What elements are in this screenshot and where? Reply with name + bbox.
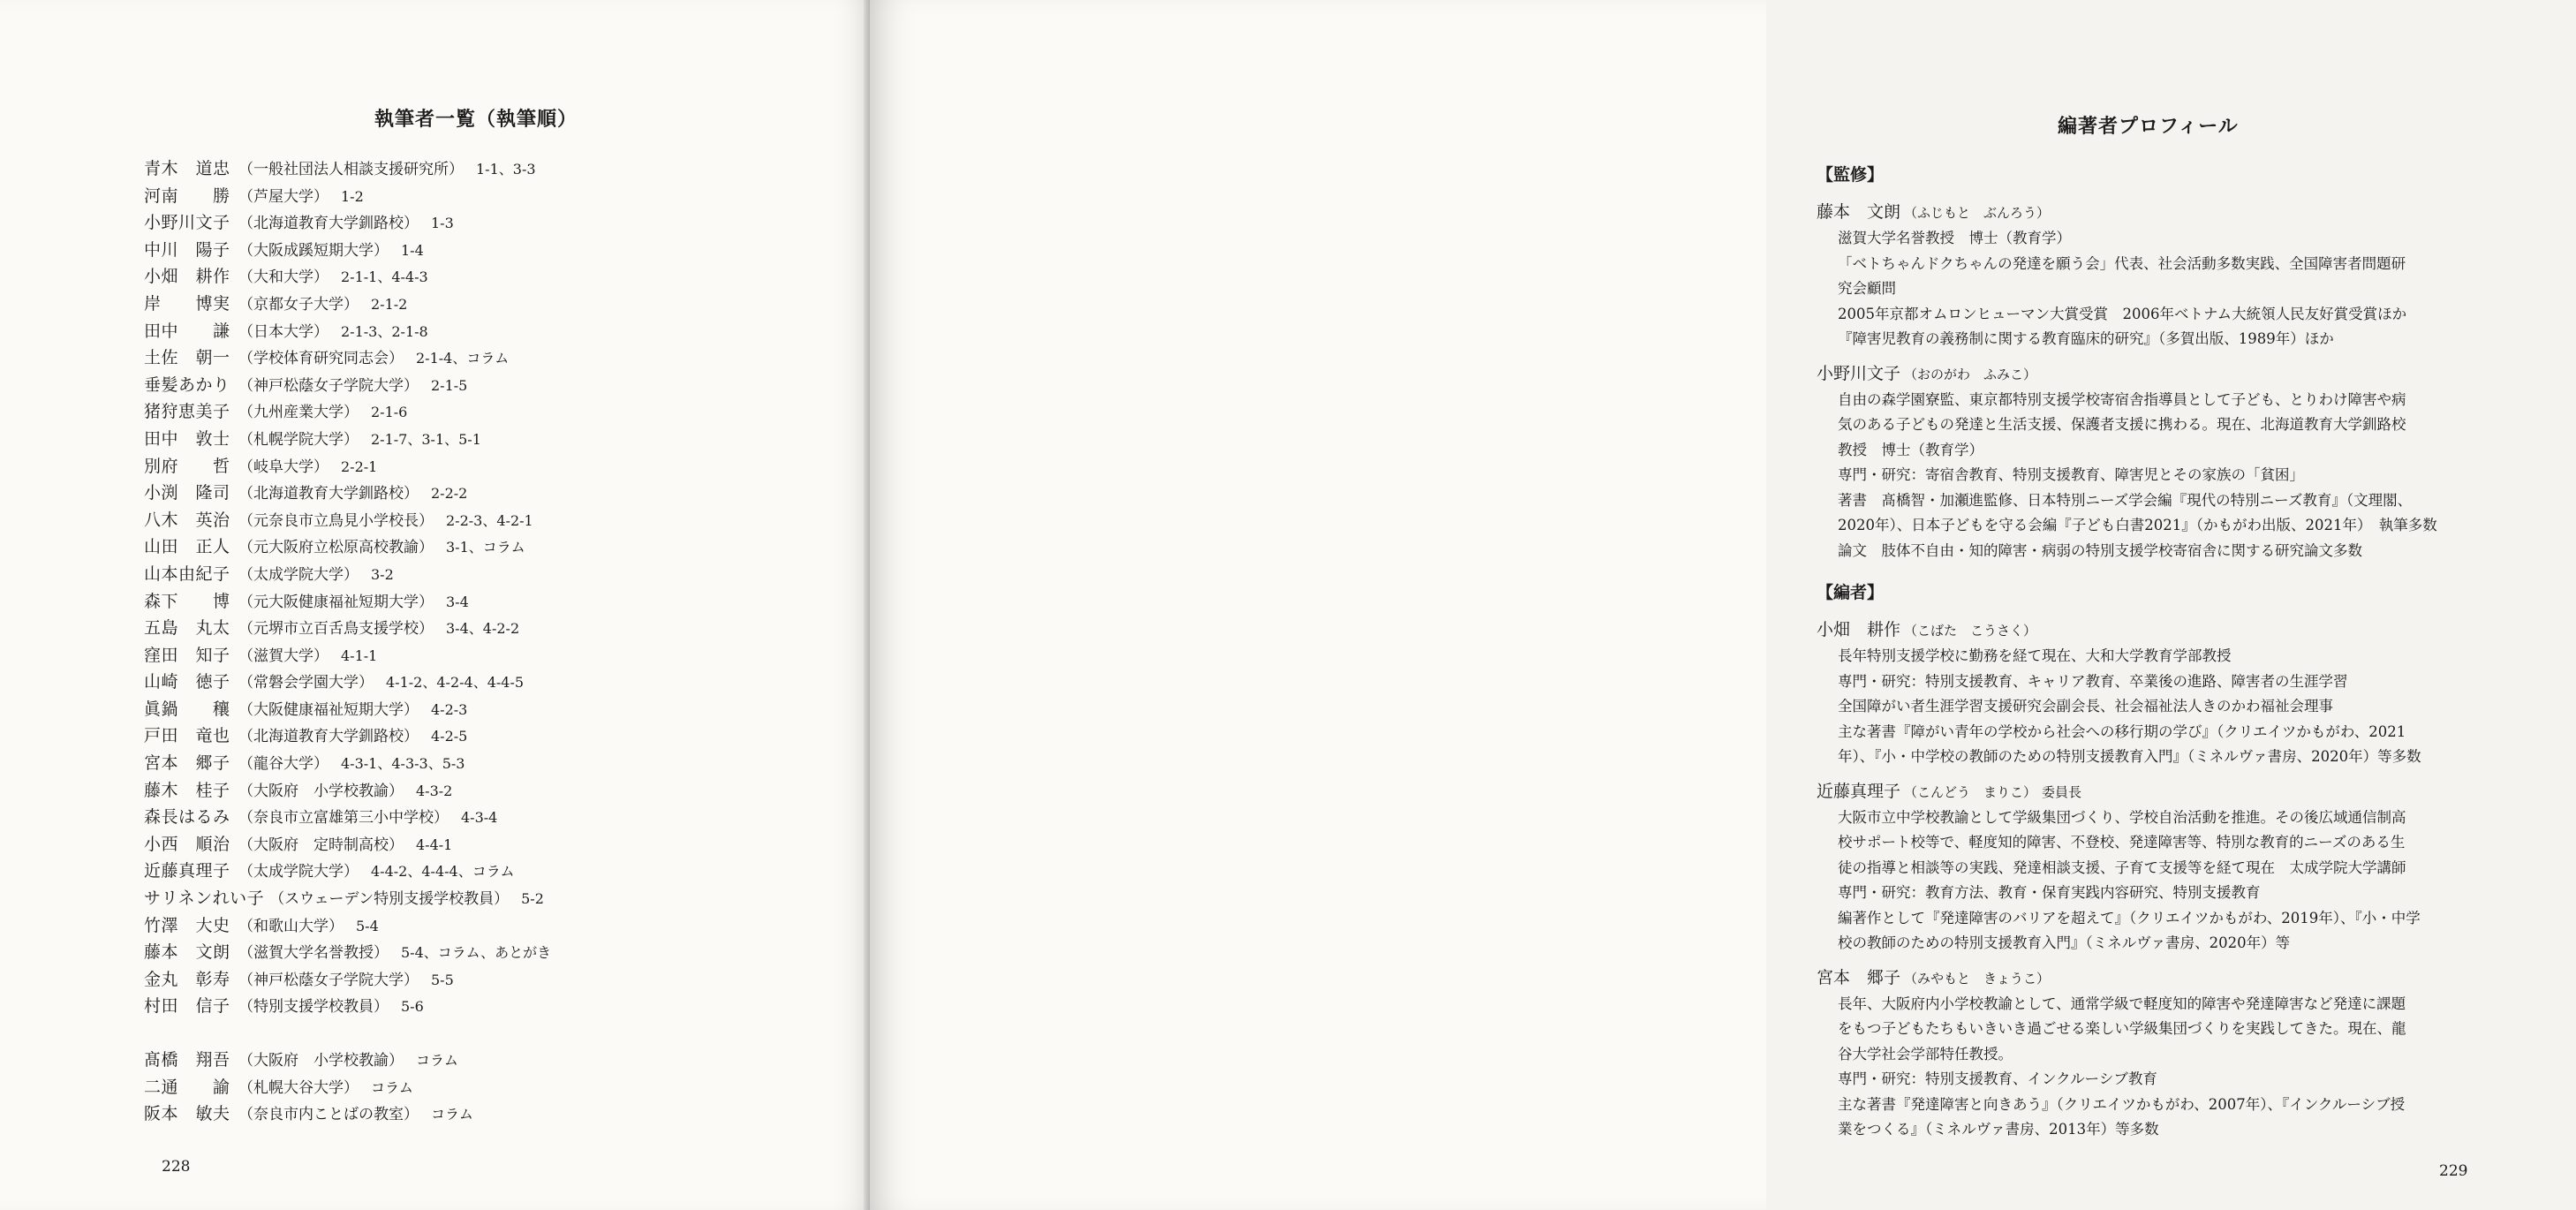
author-row xyxy=(144,183,815,210)
author-affiliation: （北海道教育大学釧路校） xyxy=(238,728,419,746)
author-affiliation: （芦屋大学） xyxy=(238,187,329,206)
author-row xyxy=(144,615,815,642)
profile-line: をもつ子どもたちもいきいき過ごせる楽しい学級集団づくりを実践してきた。現在、龍 xyxy=(1838,1020,2406,1037)
author-row xyxy=(144,561,815,588)
author-name: 藤木 桂子 xyxy=(144,780,230,800)
author-sections: 5-4、コラム、あとがき xyxy=(401,944,552,962)
profile-line: 「ベトちゃんドクちゃんの発達を願う会」代表、社会活動多数実践、全国障害者問題研 xyxy=(1838,254,2406,272)
profile-line: 校サポート校等で、軽度知的障害、不登校、発達障害等、特別な教育的ニーズのある生 xyxy=(1838,834,2406,851)
author-name: サリネンれい子 xyxy=(144,889,265,909)
author-name: 田中 謙 xyxy=(144,321,230,341)
author-affiliation: （奈良市立富雄第三小中学校） xyxy=(238,809,449,828)
author-name: 猪狩恵美子 xyxy=(144,402,230,422)
profile-line: 長年特別支援学校に勤務を経て現在、大和大学教育学部教授 xyxy=(1838,647,2232,664)
author-sections: 4-4-2、4-4-4、コラム xyxy=(371,863,515,881)
author-row xyxy=(144,750,815,777)
profile-line: 長年、大阪府内小学校教諭として、通常学級で軽度知的障害や発達障害など発達に課題 xyxy=(1838,994,2406,1012)
author-name: 八木 英治 xyxy=(144,510,230,530)
profile-line: 教授 博士（教育学） xyxy=(1838,441,1983,458)
editors-section xyxy=(1817,577,2576,1143)
author-name: 小野川文子 xyxy=(144,213,230,233)
author-row xyxy=(144,291,815,318)
author-affiliation: （奈良市内ことばの教室） xyxy=(238,1106,419,1124)
author-sections: 3-1、コラム xyxy=(446,539,525,556)
author-sections: 2-2-1 xyxy=(341,458,378,475)
author-row xyxy=(144,426,815,453)
author-row xyxy=(144,237,815,264)
profile-line: 究会顧問 xyxy=(1838,280,1896,297)
profile-line: 専門・研究：寄宿舎教育、特別支援教育、障害児とその家族の「貧困」 xyxy=(1838,466,2304,483)
author-row xyxy=(144,588,815,616)
author-sections: コラム xyxy=(416,1052,458,1069)
profile-header xyxy=(1817,359,2576,388)
author-list xyxy=(144,155,815,1128)
author-name: 山本由紀子 xyxy=(144,563,230,584)
author-name: 眞鍋 穰 xyxy=(144,699,230,719)
author-sections: 4-2-5 xyxy=(431,728,468,745)
author-name: 岸 博実 xyxy=(144,293,230,314)
profile-line: 全国障がい者生涯学習支援研究会副会長、社会福祉法人きのかわ福祉会理事 xyxy=(1838,698,2333,715)
profile-role: 委員長 xyxy=(2042,783,2082,800)
profile-line: 『障害児教育の義務制に関する教育臨床的研究』（多賀出版、1989年）ほか xyxy=(1838,330,2334,347)
author-sections: 4-3-2 xyxy=(416,782,453,799)
author-affiliation: （北海道教育大学釧路校） xyxy=(238,215,419,233)
author-row xyxy=(144,318,815,345)
author-affiliation: （大阪府 小学校教諭） xyxy=(238,1052,404,1070)
page-number-left: 228 xyxy=(162,1158,191,1176)
author-name: 金丸 彰寿 xyxy=(144,969,230,989)
author-name: 髙橋 翔吾 xyxy=(144,1050,230,1070)
author-sections: 4-3-4 xyxy=(461,809,498,827)
author-name: 窪田 知子 xyxy=(144,645,230,665)
profile-line: 主な著書『発達障害と向きあう』（クリエイツかもがわ、2007年）、『インクルーシブ授 xyxy=(1838,1095,2406,1113)
profile-entry xyxy=(1817,616,2576,770)
author-name: 阪本 敏夫 xyxy=(144,1104,230,1124)
profile-header xyxy=(1817,198,2576,226)
author-name: 中川 陽子 xyxy=(144,239,230,260)
author-affiliation: （札幌大谷大学） xyxy=(238,1078,359,1097)
author-affiliation: （太成学院大学） xyxy=(238,565,359,584)
author-sections: 2-1-4、コラム xyxy=(416,350,510,367)
author-affiliation: （元堺市立百舌鳥支援学校） xyxy=(238,620,434,639)
profile-reading: （こばた こうさく） xyxy=(1904,623,2037,639)
profile-reading: （ふじもと ぶんろう） xyxy=(1904,205,2051,221)
profile-name: 藤本 文朗 xyxy=(1817,202,1901,222)
author-row xyxy=(144,831,815,858)
profile-reading: （こんどう まりこ） xyxy=(1904,783,2037,800)
author-affiliation: （大阪健康福祉短期大学） xyxy=(238,700,419,719)
right-page xyxy=(870,0,2468,1210)
author-sections: 1-2 xyxy=(341,187,364,205)
author-affiliation: （特別支援学校教員） xyxy=(238,998,389,1017)
profile-header xyxy=(1817,777,2576,805)
profile-name: 宮本 郷子 xyxy=(1817,967,1901,987)
author-name: 別府 哲 xyxy=(144,456,230,476)
profile-line: 編著作として『発達障害のバリアを超えて』（クリエイツかもがわ、2019年）、『小・中学 xyxy=(1838,909,2421,926)
author-row xyxy=(144,372,815,399)
column-author-row xyxy=(144,1074,815,1101)
author-affiliation: （大阪府 小学校教諭） xyxy=(238,782,404,800)
author-sections: 5-2 xyxy=(521,890,544,908)
author-affiliation: （大和大学） xyxy=(238,268,329,287)
author-row xyxy=(144,263,815,291)
author-row xyxy=(144,722,815,750)
profile-entry xyxy=(1817,964,2576,1143)
profile-line: 自由の森学園寮監、東京都特別支援学校寄宿舎指導員として子ども、とりわけ障害や病 xyxy=(1838,390,2406,408)
profile-line: 専門・研究：特別支援教育、キャリア教育、卒業後の進路、障害者の生涯学習 xyxy=(1838,672,2348,690)
author-row xyxy=(144,777,815,805)
author-name: 戸田 竜也 xyxy=(144,726,230,746)
author-sections: 4-1-1 xyxy=(341,647,378,664)
author-affiliation: （大阪成蹊短期大学） xyxy=(238,241,389,260)
profile-line: 2005年京都オムロンヒューマン大賞受賞 2006年ベトナム大統領人民友好賞受賞ほか xyxy=(1838,305,2407,322)
author-affiliation: （一般社団法人相談支援研究所） xyxy=(238,161,464,178)
column-author-row xyxy=(144,1047,815,1074)
author-row xyxy=(144,480,815,507)
author-sections: 3-4 xyxy=(446,593,469,610)
author-name: 土佐 朝一 xyxy=(144,348,230,368)
author-row xyxy=(144,344,815,372)
profile-line: 2020年）、日本子どもを守る会編『子ども白書2021』（かもがわ出版、2021年） 執筆多数 xyxy=(1838,517,2437,533)
author-row xyxy=(144,696,815,723)
profile-line: 主な著書『障がい青年の学校から社会への移行期の学び』（クリエイツかもがわ、2021 xyxy=(1838,722,2406,740)
author-sections: 2-1-5 xyxy=(431,376,468,394)
author-affiliation: （スウェーデン特別支援学校教員） xyxy=(269,890,510,909)
profile-name: 近藤真理子 xyxy=(1817,781,1901,801)
author-sections: 2-1-3、2-1-8 xyxy=(341,322,428,340)
author-name: 山田 正人 xyxy=(144,537,230,557)
author-sections: 4-1-2、4-2-4、4-4-5 xyxy=(386,674,525,692)
author-affiliation: （札幌学院大学） xyxy=(238,430,359,449)
profile-entry xyxy=(1817,359,2576,564)
author-sections: 5-5 xyxy=(431,971,454,988)
author-row xyxy=(144,939,815,966)
author-name: 森長はるみ xyxy=(144,807,230,828)
author-name: 竹澤 大史 xyxy=(144,915,230,935)
author-sections: 4-2-3 xyxy=(431,700,468,718)
author-row xyxy=(144,912,815,940)
author-affiliation: （常磐会学園大学） xyxy=(238,674,374,692)
author-row xyxy=(144,507,815,534)
author-affiliation: （北海道教育大学釧路校） xyxy=(238,485,419,503)
author-affiliation: （日本大学） xyxy=(238,322,329,341)
author-name: 宮本 郷子 xyxy=(144,753,230,774)
author-sections: コラム xyxy=(371,1078,413,1096)
author-sections: 2-1-7、3-1、5-1 xyxy=(371,430,481,448)
author-affiliation: （京都女子大学） xyxy=(238,295,359,314)
author-row xyxy=(144,453,815,480)
author-sections: 1-3 xyxy=(431,215,454,232)
profile-line: 年）、『小・中学校の教師のための特別支援教育入門』（ミネルヴァ書房、2020年）等多数 xyxy=(1838,748,2421,765)
page-number-right: 229 xyxy=(2439,1162,2468,1180)
profile-line: 専門・研究：特別支援教育、インクルーシブ教育 xyxy=(1838,1070,2157,1087)
author-name: 村田 信子 xyxy=(144,996,230,1017)
editor-profile-title: 編著者プロフィール xyxy=(2058,115,2239,138)
author-name: 小畑 耕作 xyxy=(144,267,230,287)
author-name: 垂髪あかり xyxy=(144,374,230,395)
author-name: 小渕 隆司 xyxy=(144,483,230,503)
left-page xyxy=(0,0,870,1210)
profile-line: 校の教師のための特別支援教育入門』（ミネルヴァ書房、2020年）等 xyxy=(1838,934,2291,951)
author-name: 小西 順治 xyxy=(144,834,230,854)
author-affiliation: （元大阪府立松原高校教諭） xyxy=(238,539,434,557)
author-affiliation: （元大阪健康福祉短期大学） xyxy=(238,593,434,611)
author-row xyxy=(144,533,815,561)
profile-line: 著書 髙橋智・加瀬進監修、日本特別ニーズ学会編『現代の特別ニーズ教育』（文理閣、 xyxy=(1838,491,2413,509)
editors-heading: 【編者】 xyxy=(1817,583,1885,602)
author-affiliation: （龍谷大学） xyxy=(238,755,329,774)
author-row xyxy=(144,993,815,1020)
author-sections: 4-4-1 xyxy=(416,836,453,853)
author-name: 田中 敦士 xyxy=(144,428,230,449)
contributors-title: 執筆者一覧（執筆順） xyxy=(374,108,578,131)
author-affiliation: （学校体育研究同志会） xyxy=(238,350,404,368)
author-row xyxy=(144,858,815,885)
profile-line: 滋賀大学名誉教授 博士（教育学） xyxy=(1838,230,2071,246)
author-row xyxy=(144,155,815,183)
author-name: 五島 丸太 xyxy=(144,618,230,639)
author-sections: 2-1-2 xyxy=(371,295,408,313)
author-affiliation: （滋賀大学名誉教授） xyxy=(238,944,389,963)
author-sections: 3-2 xyxy=(371,565,394,583)
author-affiliation: （岐阜大学） xyxy=(238,458,329,476)
author-row xyxy=(144,885,815,912)
profile-name: 小野川文子 xyxy=(1817,363,1901,383)
author-affiliation: （太成学院大学） xyxy=(238,863,359,881)
profile-line: 業をつくる』（ミネルヴァ書房、2013年）等多数 xyxy=(1838,1121,2159,1138)
author-affiliation: （滋賀大学） xyxy=(238,647,329,665)
author-sections: 2-2-2 xyxy=(431,485,468,503)
author-sections: 2-1-1、4-4-3 xyxy=(341,268,428,286)
column-author-row xyxy=(144,1100,815,1128)
author-row xyxy=(144,398,815,426)
profile-entry xyxy=(1817,198,2576,352)
author-affiliation: （神戸松蔭女子学院大学） xyxy=(238,376,419,395)
profile-line: 専門・研究：教育方法、教育・保育実践内容研究、特別支援教育 xyxy=(1838,884,2261,901)
profile-line: 大阪市立中学校教諭として学級集団づくり、学校自治活動を推進。その後広域通信制高 xyxy=(1838,808,2406,826)
profile-reading: （みやもと きょうこ） xyxy=(1904,970,2051,987)
author-sections: 5-4 xyxy=(356,917,379,934)
author-sections: 1-4 xyxy=(401,241,424,259)
author-row xyxy=(144,804,815,831)
author-row xyxy=(144,966,815,994)
author-affiliation: （大阪府 定時制高校） xyxy=(238,836,404,854)
author-name: 森下 博 xyxy=(144,591,230,611)
profile-reading: （おのがわ ふみこ） xyxy=(1904,366,2037,382)
profile-line: 論文 肢体不自由・知的障害・病弱の特別支援学校寄宿舎に関する研究論文多数 xyxy=(1838,541,2362,559)
author-row xyxy=(144,642,815,669)
author-sections: 1-1、3-3 xyxy=(476,161,536,178)
author-sections: 3-4、4-2-2 xyxy=(446,620,520,638)
profile-header xyxy=(1817,964,2576,992)
author-name: 山崎 徳子 xyxy=(144,672,230,692)
profile-line: 徒の指導と相談等の実践、発達相談支援、子育て支援等を経て現在 太成学院大学講師 xyxy=(1838,858,2406,876)
author-affiliation: （九州産業大学） xyxy=(238,404,359,422)
author-name: 青木 道忠 xyxy=(144,159,230,178)
profile-line: 気のある子どもの発達と生活支援、保護者支援に携わる。現在、北海道教育大学釧路校 xyxy=(1838,416,2406,433)
profile-name: 小畑 耕作 xyxy=(1817,620,1901,639)
author-name: 近藤真理子 xyxy=(144,861,230,881)
author-affiliation: （神戸松蔭女子学院大学） xyxy=(238,971,419,989)
author-sections: 2-2-3、4-2-1 xyxy=(446,511,533,529)
author-name: 河南 勝 xyxy=(144,185,230,206)
supervision-heading: 【監修】 xyxy=(1817,165,1885,185)
profile-entry xyxy=(1817,777,2576,957)
supervision-section xyxy=(1817,159,2576,563)
profile-header xyxy=(1817,616,2576,644)
author-name: 二通 諭 xyxy=(144,1077,230,1097)
author-affiliation: （和歌山大学） xyxy=(238,917,344,935)
author-sections: 5-6 xyxy=(401,998,424,1016)
author-row xyxy=(144,209,815,237)
author-sections: コラム xyxy=(431,1106,473,1123)
author-row xyxy=(144,669,815,696)
author-sections: 2-1-6 xyxy=(371,404,408,421)
author-affiliation: （元奈良市立鳥見小学校長） xyxy=(238,511,434,530)
profile-line: 谷大学社会学部特任教授。 xyxy=(1838,1045,2013,1063)
author-name: 藤本 文朗 xyxy=(144,942,230,963)
author-sections: 4-3-1、4-3-3、5-3 xyxy=(341,755,465,773)
